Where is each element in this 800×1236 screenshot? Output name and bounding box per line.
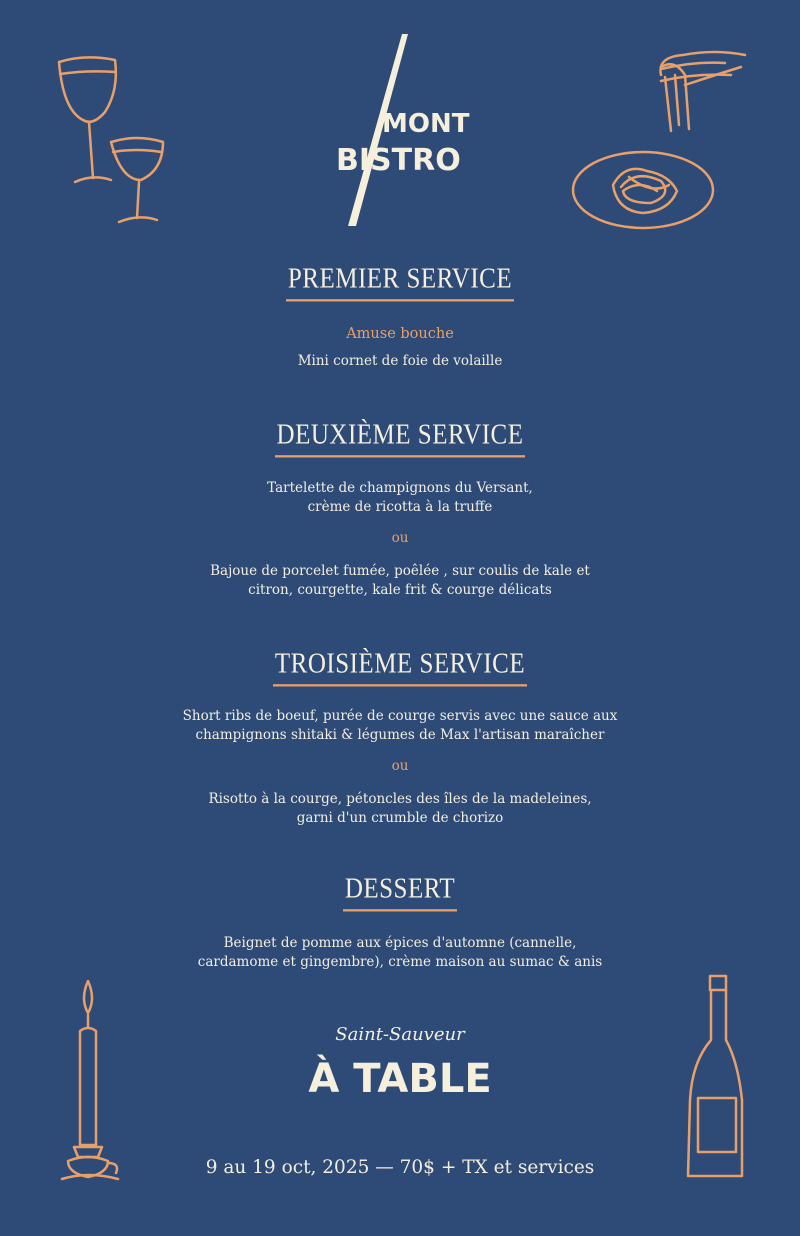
menu-item	[0, 790, 800, 828]
section-dessert	[0, 873, 800, 909]
menu-item	[0, 707, 800, 745]
svg-text:Saint-Sauveur: Saint-Sauveur	[335, 1024, 465, 1045]
menu-item-line: Risotto à la courge, pétoncles des îles de la madeleines,	[208, 791, 592, 807]
or-separator: ou	[391, 758, 409, 774]
or-separator: ou	[391, 530, 409, 546]
menu-item-line: champignons shitaki & légumes de Max l'artisan maraîcher	[195, 727, 605, 743]
menu-item: Mini cornet de foie de volaille	[297, 353, 503, 369]
section-heading: PREMIER SERVICE	[286, 264, 514, 302]
menu-item-line: Tartelette de champignons du Versant,	[267, 480, 533, 496]
svg-text:BISTRO: BISTRO	[336, 143, 461, 178]
section-heading: DEUXIÈME SERVICE	[275, 420, 526, 458]
svg-text:MONT: MONT	[382, 109, 470, 139]
menu-item-line: Short ribs de boeuf, purée de courge servis avec une sauce aux	[182, 708, 618, 724]
section-premier	[0, 263, 800, 299]
pasta-plate-icon	[565, 45, 755, 245]
menu-item	[0, 562, 800, 600]
section-troisieme	[0, 648, 800, 684]
menu-item	[0, 934, 800, 972]
menu-item-line: crème de ricotta à la truffe	[307, 499, 493, 515]
event-dates-price: 9 au 19 oct, 2025 — 70$ + TX et services	[205, 1157, 595, 1178]
svg-text:À TABLE: À TABLE	[308, 1056, 492, 1102]
menu-item	[0, 479, 800, 517]
menu-item-line: cardamome et gingembre), crème maison au sumac & anis	[197, 954, 603, 970]
section-heading: TROISIÈME SERVICE	[273, 649, 527, 687]
section-sub: Amuse bouche	[346, 326, 454, 342]
section-deuxieme	[0, 419, 800, 455]
menu-item-line: garni d'un crumble de chorizo	[296, 810, 504, 826]
mont-bistro-logo	[320, 30, 480, 230]
a-table-logo	[290, 1018, 510, 1108]
menu-item-line: Bajoue de porcelet fumée, poêlée , sur coulis de kale et	[210, 563, 590, 579]
section-heading: DESSERT	[343, 874, 457, 912]
menu-item-line: citron, courgette, kale frit & courge délicats	[248, 582, 552, 598]
wine-glasses-icon	[45, 50, 185, 230]
menu-item-line: Beignet de pomme aux épices d'automne (cannelle,	[223, 935, 577, 951]
